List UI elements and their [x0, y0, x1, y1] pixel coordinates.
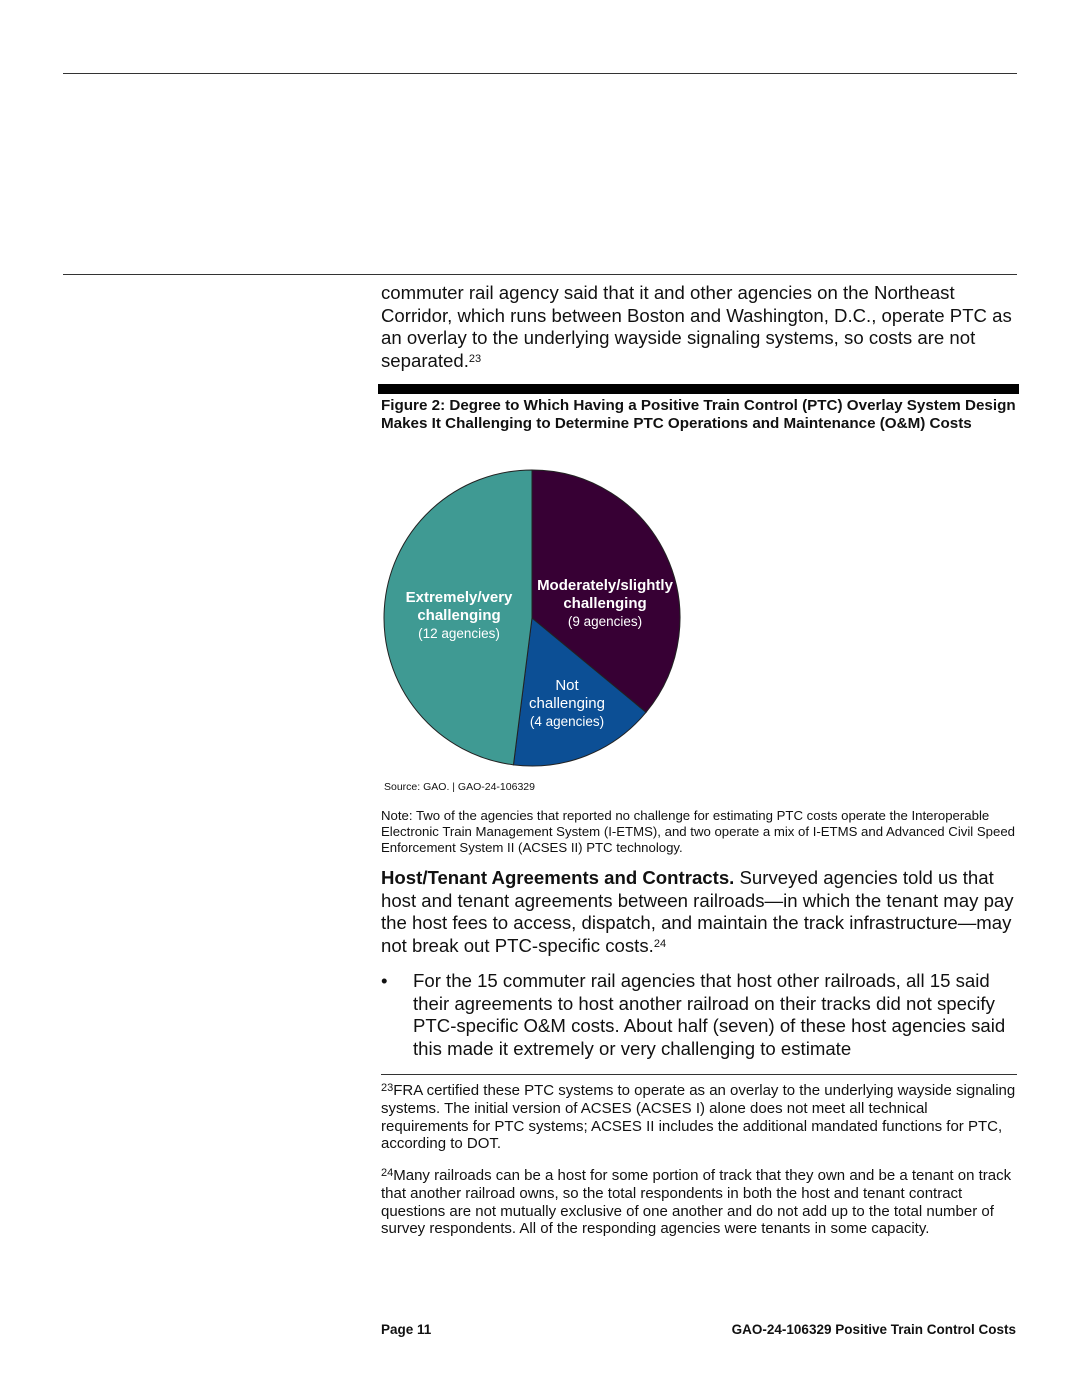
intro-text: commuter rail agency said that it and other agencies on the Northeast Corridor, which runs between Boston and Washington, D.C., operate PTC as an overlay to the underlying wayside signaling systems, so costs are not separated.	[381, 282, 1012, 371]
page-number: Page 11	[381, 1322, 432, 1337]
report-title: GAO-24-106329 Positive Train Control Costs	[731, 1322, 1016, 1337]
pie-label: Extremely/very	[405, 589, 513, 606]
section-rule	[63, 274, 1017, 275]
figure-title: Figure 2: Degree to Which Having a Positive Train Control (PTC) Overlay System Design Makes It Challenging to Determine PTC Operations and Maintenance (O&M) Costs	[381, 397, 1016, 432]
footnote-23	[381, 1082, 1017, 1153]
footnote-24	[381, 1167, 1017, 1238]
footnote-ref-23[interactable]: 23	[468, 352, 482, 365]
intro-paragraph	[381, 282, 1021, 372]
header-rule	[63, 73, 1017, 74]
pie-chart	[378, 465, 688, 775]
pie-label: challenging	[417, 607, 501, 624]
footnote-ref-24[interactable]: 24	[653, 937, 667, 950]
pie-label: Moderately/slightly	[537, 577, 673, 594]
pie-label: (4 agencies)	[529, 714, 605, 729]
bullet-text: For the 15 commuter rail agencies that host other railroads, all 15 said their agreements to host another railroad on their tracks did not specify PTC-specific O&M costs. About half (seven) of these host agencies said this made it extremely or very challenging to estimate	[413, 970, 1006, 1059]
figure-bar	[378, 384, 1019, 394]
section-heading: Host/Tenant Agreements and Contracts.	[381, 867, 735, 888]
footnote-number: 24	[381, 1167, 394, 1179]
pie-label: (12 agencies)	[418, 626, 500, 641]
footnote-rule	[381, 1074, 1017, 1075]
footnote-number: 23	[381, 1082, 394, 1094]
pie-label: Not	[555, 677, 579, 694]
footnote-text: FRA certified these PTC systems to operate as an overlay to the underlying wayside signaling systems. The initial version of ACSES (ACSES I) alone does not meet all technical requirements for PTC systems; ACSES II includes the additional mandated functions for PTC, according to DOT.	[381, 1082, 1016, 1153]
pie-label: challenging	[563, 595, 647, 612]
pie-label: (9 agencies)	[567, 614, 643, 629]
figure-note: Note: Two of the agencies that reported no challenge for estimating PTC costs operate the Interoperable Electronic Train Management System (I-ETMS), and two operate a mix of I-ETMS and Advanced Civil Speed Enforcement System II (ACSES II) PTC technology.	[381, 808, 1016, 855]
figure-source: Source: GAO. | GAO-24-106329	[384, 781, 535, 793]
footnote-text: Many railroads can be a host for some portion of track that they own and be a tenant on track that another railroad owns, so the total respondents in both the host and tenant contract questions are not mutually exclusive of one another and do not add up to the total number of survey respondents. All of the responding agencies were tenants in some capacity.	[381, 1167, 1012, 1238]
bullet-marker: •	[381, 970, 388, 991]
pie-label: challenging	[529, 695, 605, 712]
section-text: Surveyed agencies told us that host and tenant agreements between railroads—in which the tenant may pay the host fees to access, dispatch, and maintain the track infrastructure—may not break out PTC-specific costs.	[381, 867, 1014, 956]
section-paragraph	[381, 867, 1021, 957]
